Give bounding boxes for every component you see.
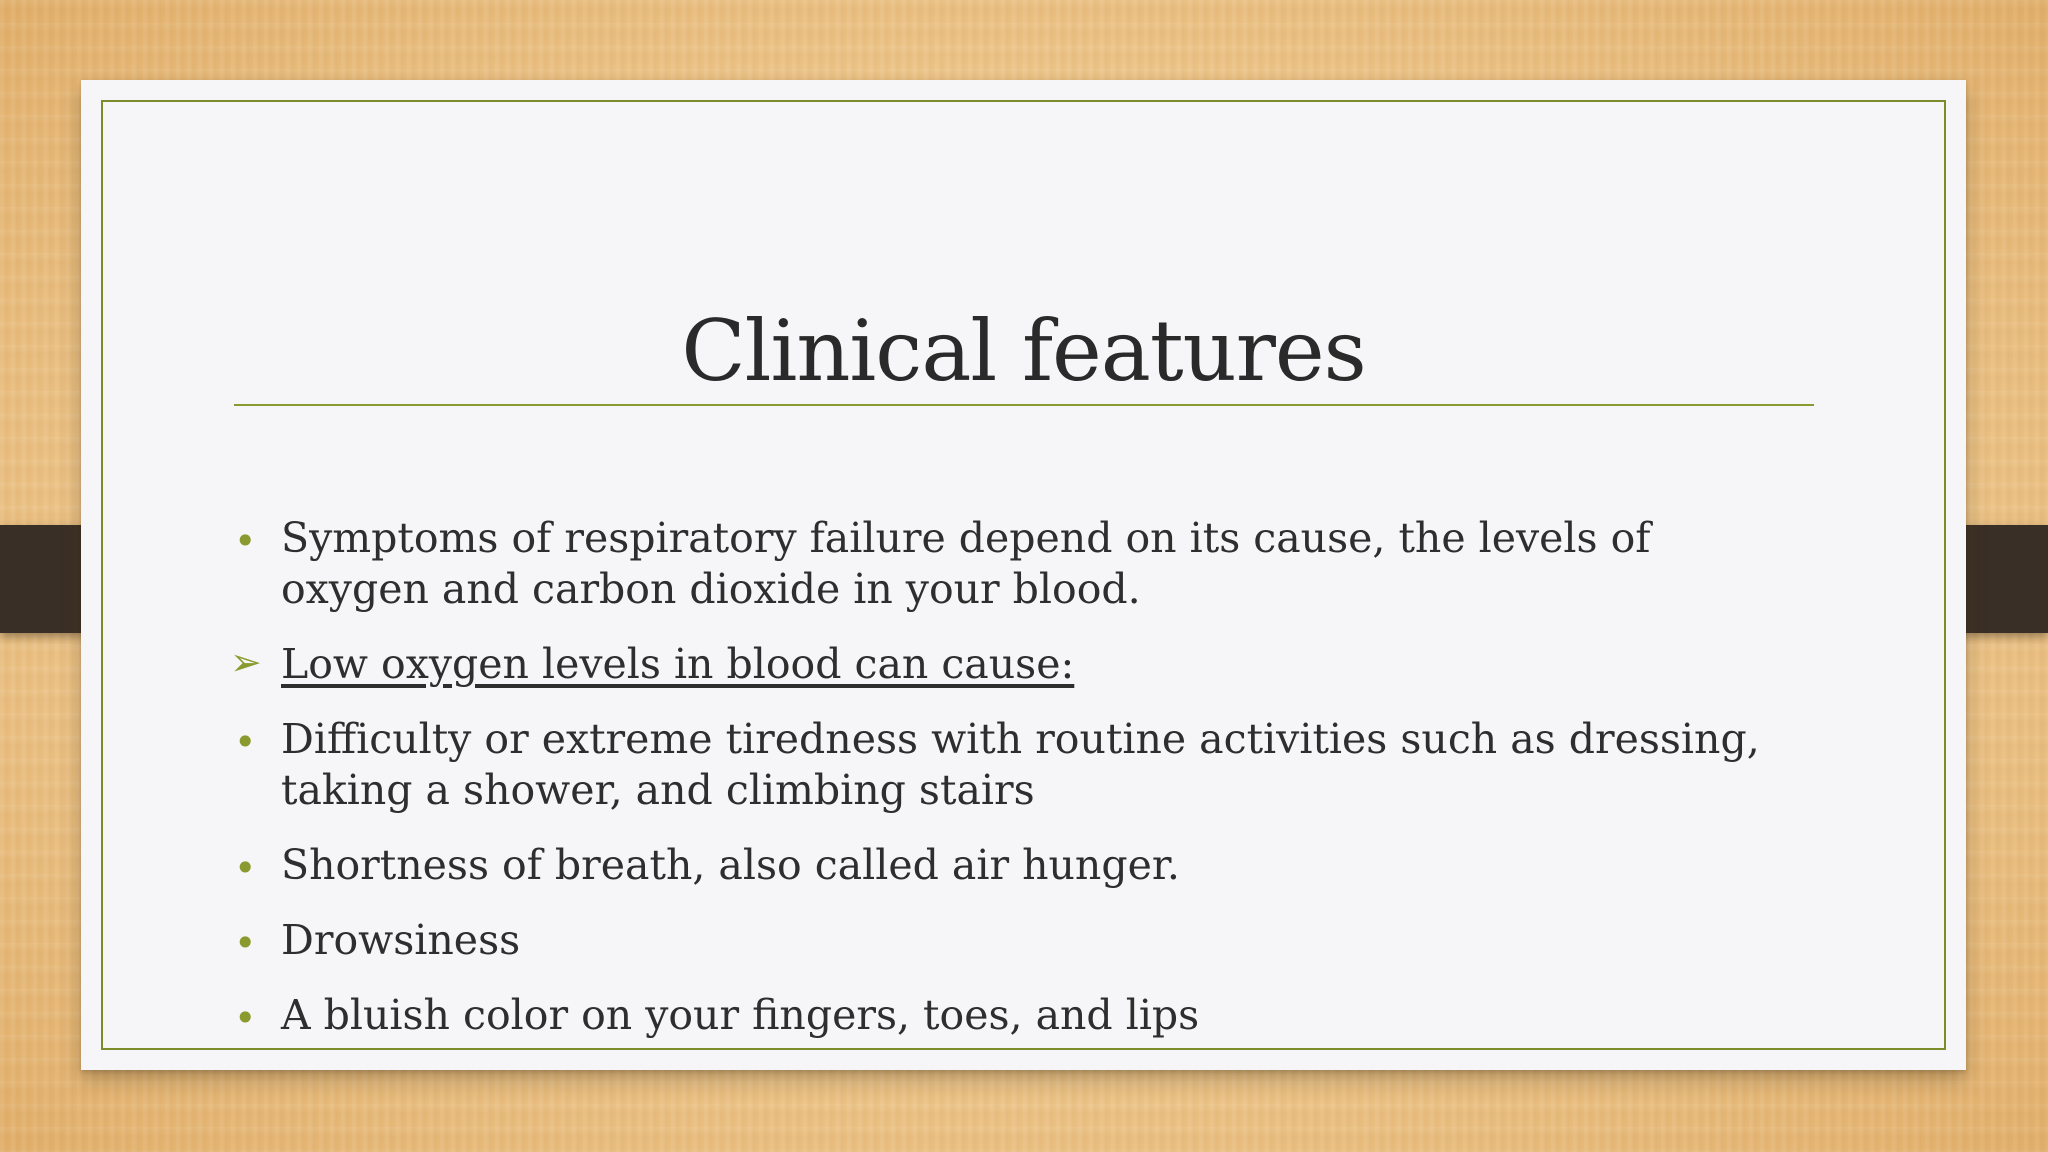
list-item-subheading xyxy=(230,639,1804,690)
bullet-dot-icon: • xyxy=(234,720,257,764)
list-item xyxy=(234,840,1804,891)
slide-title: Clinical features xyxy=(681,302,1366,400)
bullet-dot-icon: • xyxy=(234,519,257,563)
list-item xyxy=(234,990,1804,1041)
bullet-dot-icon: • xyxy=(234,846,257,890)
slide-paper xyxy=(81,80,1966,1070)
arrow-bullet-icon: ➢ xyxy=(230,640,262,684)
list-item-text: A bluish color on your fingers, toes, and lips xyxy=(281,991,1200,1039)
list-item-text: Shortness of breath, also called air hunger. xyxy=(281,841,1180,889)
bullet-dot-icon: • xyxy=(234,996,257,1040)
list-item xyxy=(234,714,1804,816)
title-divider xyxy=(234,404,1814,406)
list-item-text: Drowsiness xyxy=(281,916,521,964)
list-item-text: Symptoms of respiratory failure depend on its cause, the levels of oxygen and carbon dioxide in your blood. xyxy=(281,514,1651,613)
bullet-dot-icon: • xyxy=(234,921,257,965)
list-item-text: Low oxygen levels in blood can cause: xyxy=(281,640,1075,688)
list-item-text: Difficulty or extreme tiredness with routine activities such as dressing, taking a shower, and climbing stairs xyxy=(281,715,1760,814)
list-item xyxy=(234,915,1804,966)
bullet-list xyxy=(230,513,1804,1065)
list-item xyxy=(234,513,1804,615)
